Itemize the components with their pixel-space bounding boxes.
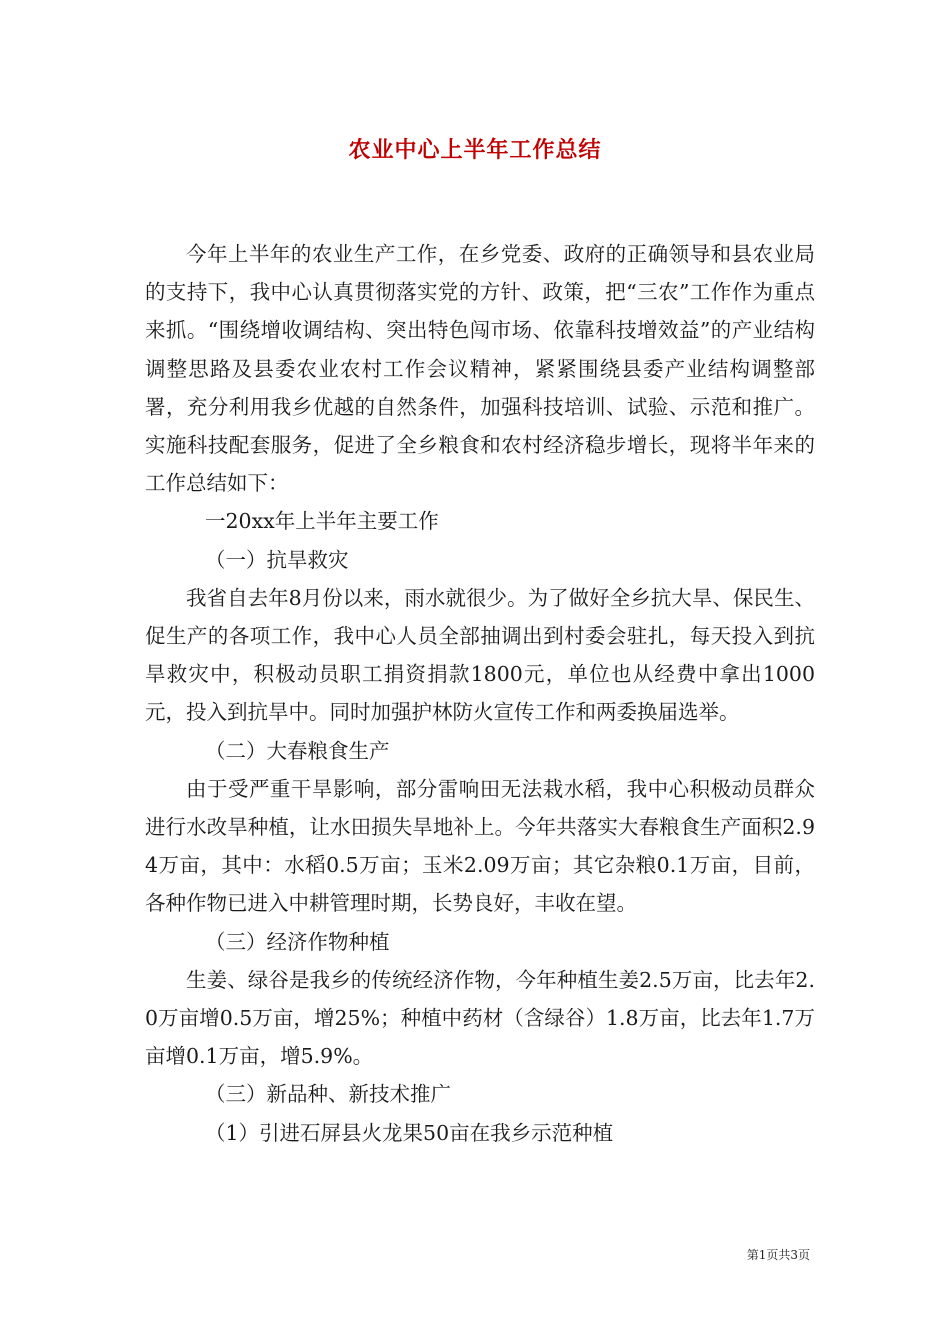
document-title: 农业中心上半年工作总结 — [348, 137, 602, 163]
subheading-cash-crops: （三）经济作物种植 — [205, 929, 390, 954]
paragraph-spring-grain: 由于受严重干旱影响，部分雷响田无法栽水稻，我中心积极动员群众进行水改旱种植，让水田损失旱地补上。今年共落实大春粮食生产面积2.94万亩，其中：水稻0.5万亩；玉米2.09万亩；其它杂粮0.1万亩，目前，各种作物已进入中耕管理时期，长势良好，丰收在望。 — [145, 776, 815, 916]
document-body — [145, 235, 815, 1152]
intro-paragraph: 今年上半年的农业生产工作，在乡党委、政府的正确领导和县农业局的支持下，我中心认真贯彻落实党的方针、政策，把“三农”工作作为重点来抓。“围绕增收调结构、突出特色闯市场、依靠科技增效益”的产业结构调整思路及县委农业农村工作会议精神，紧紧围绕县委产业结构调整部署，充分利用我乡优越的自然条件，加强科技培训、试验、示范和推广。实施科技配套服务，促进了全乡粮食和农村经济稳步增长，现将半年来的工作总结如下： — [145, 242, 815, 496]
page-number-footer: 第1页共3页 — [746, 1248, 810, 1262]
paragraph-drought-relief: 我省自去年8月份以来，雨水就很少。为了做好全乡抗大旱、保民生、促生产的各项工作，我中心人员全部抽调出到村委会驻扎，每天投入到抗旱救灾中，积极动员职工捐资捐款1800元，单位也从经费中拿出1000元，投入到抗旱中。同时加强护林防火宣传工作和两委换届选举。 — [145, 585, 815, 725]
subheading-drought-relief: （一）抗旱救灾 — [205, 547, 349, 572]
subheading-new-varieties: （三）新品种、新技术推广 — [205, 1082, 451, 1107]
section-heading-main-work: 一20xx年上半年主要工作 — [205, 509, 439, 534]
subheading-spring-grain: （二）大春粮食生产 — [205, 738, 390, 763]
paragraph-cash-crops: 生姜、绿谷是我乡的传统经济作物，今年种植生姜2.5万亩，比去年2.0万亩增0.5万亩，增25%；种植中药材（含绿谷）1.8万亩，比去年1.7万亩增0.1万亩，增5.9%。 — [145, 967, 815, 1069]
list-item-dragon-fruit: （1）引进石屏县火龙果50亩在我乡示范种植 — [205, 1120, 614, 1145]
